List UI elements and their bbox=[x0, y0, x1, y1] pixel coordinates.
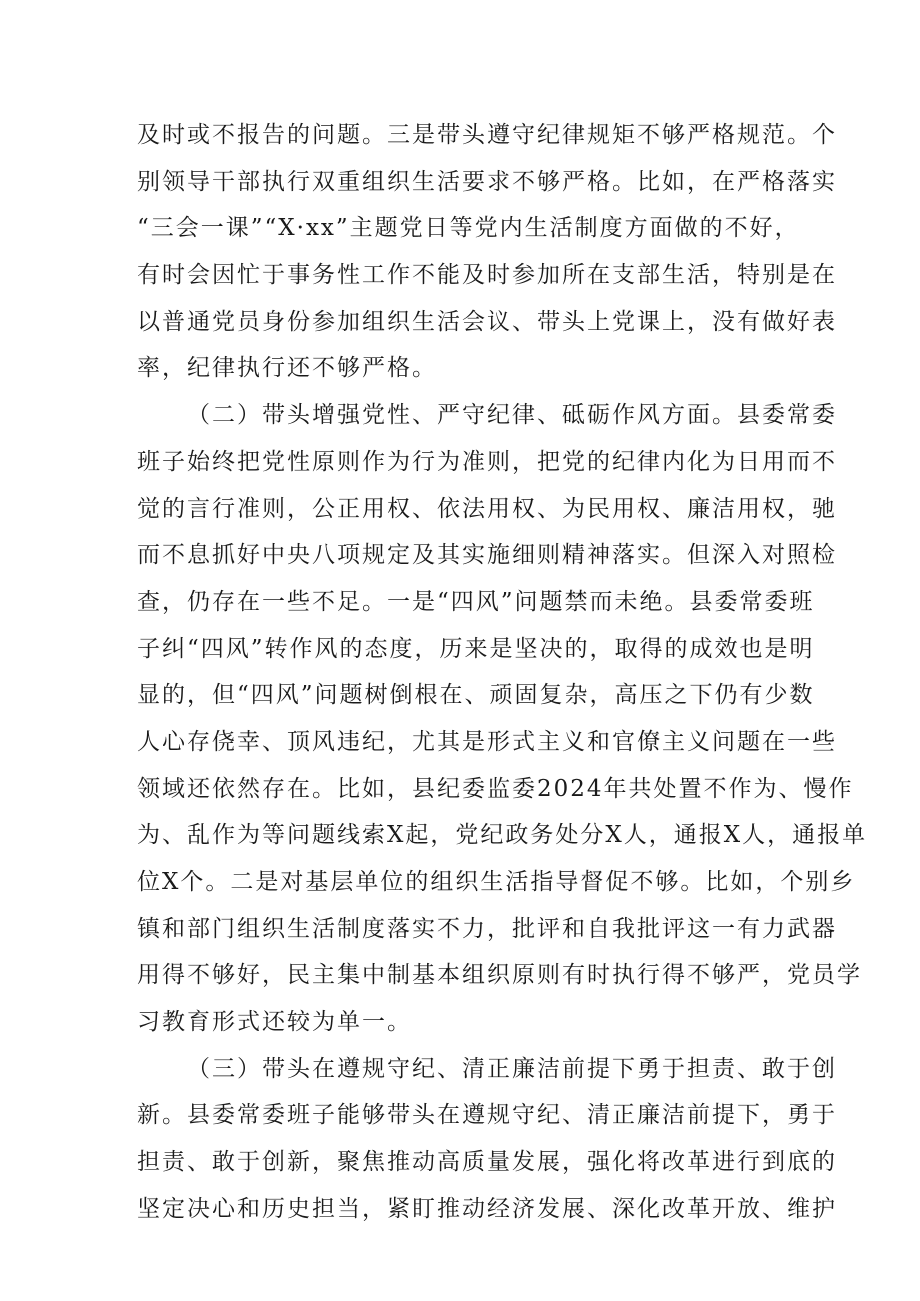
text-line: （二）带头增强党性、严守纪律、砥砺作风方面。县委常委 bbox=[187, 402, 837, 429]
text-line: 新。县委常委班子能够带头在遵规守纪、清正廉洁前提下，勇于 bbox=[137, 1102, 837, 1129]
text-line: 人心存侥幸、顶风违纪，尤其是形式主义和官僚主义问题在一些 bbox=[137, 728, 837, 755]
text-line: 习教育形式还较为单一。 bbox=[137, 1009, 412, 1036]
text-line: 而不息抓好中央八项规定及其实施细则精神落实。但深入对照检 bbox=[137, 542, 837, 569]
text-line: （三）带头在遵规守纪、清正廉洁前提下勇于担责、敢于创 bbox=[187, 1055, 837, 1082]
text-line: 为、乱作为等问题线索X起，党纪政务处分X人，通报X人，通报单 bbox=[137, 822, 868, 849]
text-line: 位X个。二是对基层单位的组织生活指导督促不够。比如，个别乡 bbox=[137, 869, 856, 895]
text-line: 别领导干部执行双重组织生活要求不够严格。比如，在严格落实 bbox=[137, 168, 837, 195]
text-line: 觉的言行准则，公正用权、依法用权、为民用权、廉洁用权，驰 bbox=[137, 495, 837, 522]
document-body bbox=[137, 112, 868, 1233]
text-line: 显的，但“四风”问题树倒根在、顽固复杂，高压之下仍有少数 bbox=[137, 682, 815, 709]
text-line: 子纠“四风”转作风的态度，历来是坚决的，取得的成效也是明 bbox=[137, 635, 815, 662]
text-line: 镇和部门组织生活制度落实不力，批评和自我批评这一有力武器 bbox=[137, 915, 837, 942]
text-line: “三会一课”“X·xx”主题党日等党内生活制度方面做的不好， bbox=[137, 215, 800, 242]
text-line: 坚定决心和历史担当，紧盯推动经济发展、深化改革开放、维护 bbox=[137, 1195, 837, 1222]
text-line: 有时会因忙于事务性工作不能及时参加所在支部生活，特别是在 bbox=[137, 262, 837, 289]
text-line: 用得不够好，民主集中制基本组织原则有时执行得不够严，党员学 bbox=[137, 962, 862, 989]
text-line: 班子始终把党性原则作为行为准则，把党的纪律内化为日用而不 bbox=[137, 448, 837, 475]
text-line: 担责、敢于创新，聚焦推动高质量发展，强化将改革进行到底的 bbox=[137, 1149, 837, 1176]
text-line: 以普通党员身份参加组织生活会议、带头上党课上，没有做好表 bbox=[137, 308, 837, 335]
text-line: 领域还依然存在。比如，县纪委监委2024年共处置不作为、慢作 bbox=[137, 775, 854, 802]
text-line: 及时或不报告的问题。三是带头遵守纪律规矩不够严格规范。个 bbox=[137, 122, 837, 148]
text-line: 率，纪律执行还不够严格。 bbox=[137, 355, 437, 382]
text-line: 查，仍存在一些不足。一是“四风”问题禁而未绝。县委常委班 bbox=[137, 588, 815, 615]
